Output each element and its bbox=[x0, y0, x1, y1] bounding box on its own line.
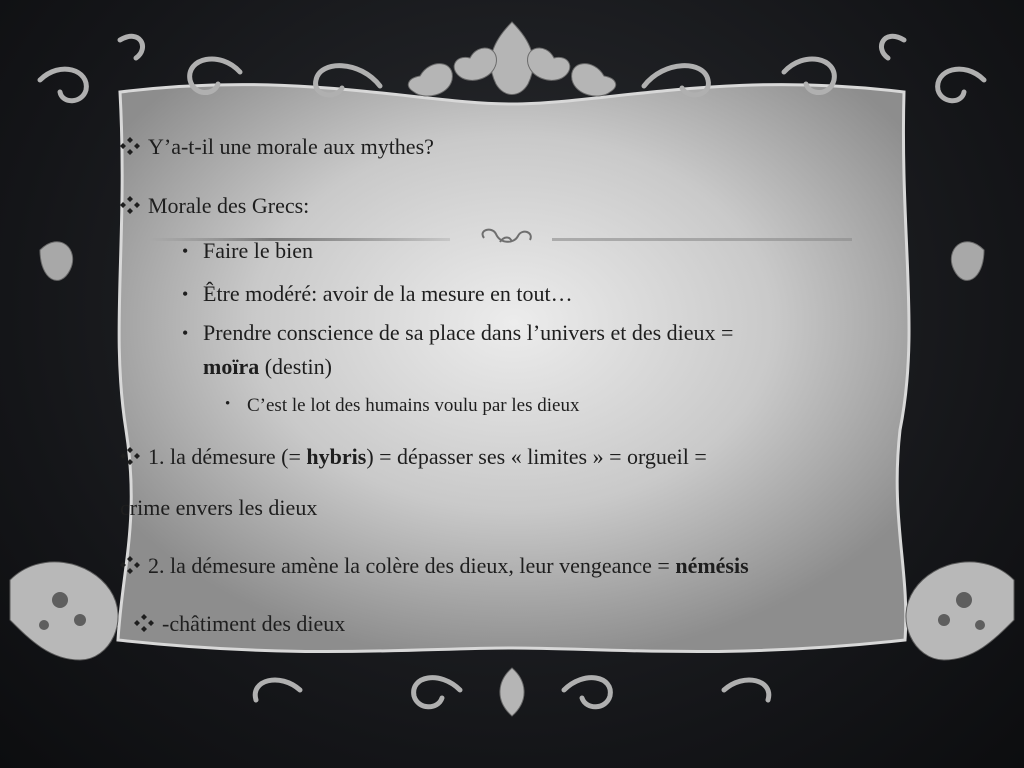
four-diamond-icon bbox=[134, 613, 154, 633]
item-text: Y’a-t-il une morale aux mythes? bbox=[148, 134, 434, 159]
item-1 bbox=[120, 134, 434, 160]
item-2 bbox=[120, 193, 309, 219]
four-diamond-icon bbox=[120, 446, 140, 466]
item-9: -châtiment des dieux bbox=[134, 611, 345, 637]
four-diamond-icon bbox=[120, 136, 140, 156]
moira-term: moïra bbox=[203, 354, 260, 379]
item-8: 2. la démesure amène la colère des dieux, leur vengeance = némésis bbox=[120, 553, 749, 579]
item-5-line2: moïra (destin) bbox=[203, 354, 332, 379]
four-diamond-icon bbox=[120, 195, 140, 215]
bullet-icon: • bbox=[182, 284, 189, 304]
item-7: 1. la démesure (= hybris) = dépasser ses « limites » = orgueil = bbox=[120, 444, 707, 470]
nemesis-term: némésis bbox=[675, 553, 749, 578]
item-4: Être modéré: avoir de la mesure en tout… bbox=[203, 281, 573, 306]
item-5-line1: Prendre conscience de sa place dans l’univers et des dieux = bbox=[203, 320, 734, 345]
item-7-continuation: crime envers les dieux bbox=[120, 495, 318, 520]
hybris-term: hybris bbox=[306, 444, 367, 469]
item-text: Morale des Grecs: bbox=[148, 193, 310, 218]
bullet-icon: • bbox=[182, 241, 189, 261]
bullet-icon: • bbox=[182, 323, 189, 343]
four-diamond-icon bbox=[120, 555, 140, 575]
sub-bullet-icon: • bbox=[225, 396, 231, 412]
item-3: Faire le bien bbox=[203, 238, 313, 263]
item-6: C’est le lot des humains voulu par les dieux bbox=[247, 395, 580, 416]
